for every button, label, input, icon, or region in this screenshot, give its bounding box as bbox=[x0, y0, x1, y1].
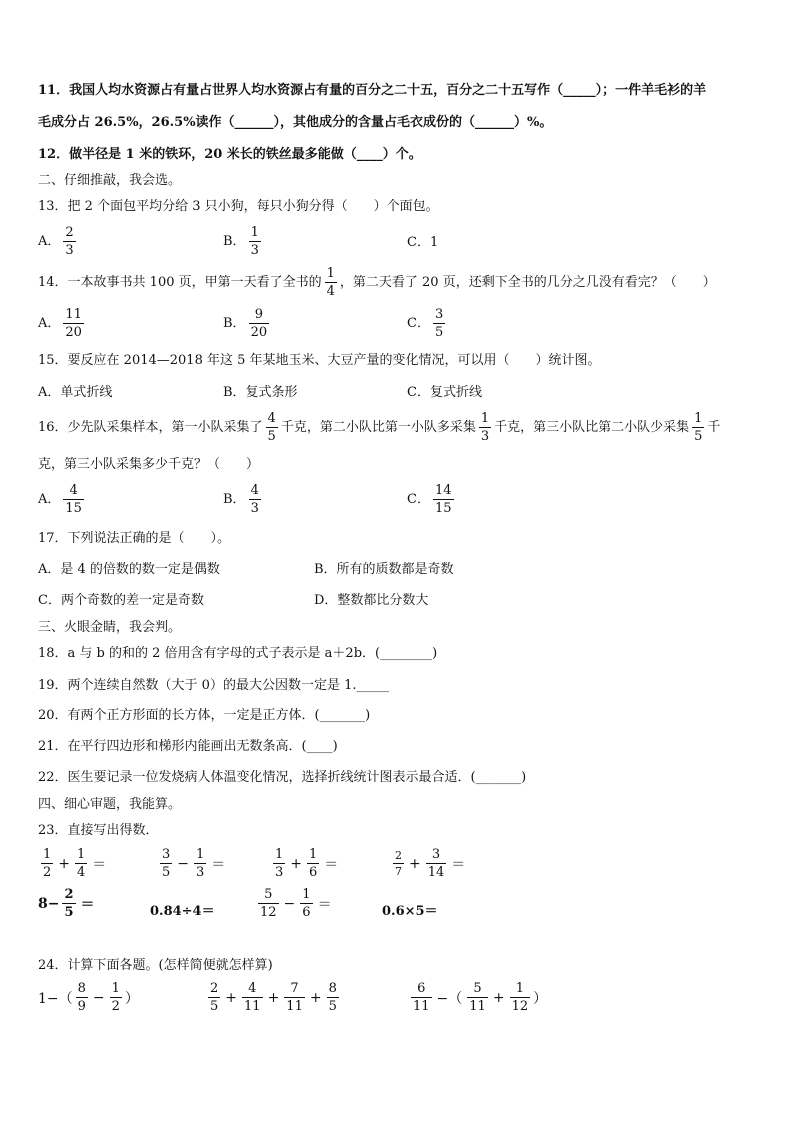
equals-sign: ＝ bbox=[92, 856, 107, 873]
denominator: 6 bbox=[302, 905, 311, 920]
numerator: 4 bbox=[250, 483, 259, 498]
operator: + bbox=[290, 855, 303, 872]
question-16-option-a bbox=[38, 484, 87, 515]
equals-sign: ＝ bbox=[451, 856, 466, 873]
question-16-option-c bbox=[407, 484, 457, 515]
option-label: B． bbox=[223, 492, 246, 507]
denominator: 4 bbox=[77, 865, 86, 880]
numerator: 5 bbox=[473, 981, 482, 996]
expression-24-2 bbox=[205, 982, 342, 1013]
question-11-line2: 毛成分占 26.5%，26.5%读作（______），其他成分的含量占毛衣成份的（______）%。 bbox=[38, 115, 553, 130]
fraction bbox=[208, 982, 220, 1013]
question-17-option-a: A．是 4 的倍数的数一定是偶数 bbox=[38, 562, 220, 577]
fraction bbox=[284, 982, 305, 1013]
numerator: 7 bbox=[290, 981, 299, 996]
operator: + bbox=[225, 989, 238, 1006]
stem-text: 16．少先队采集样本，第一小队采集了 bbox=[38, 419, 263, 435]
denominator: 11 bbox=[286, 999, 303, 1014]
fraction bbox=[110, 982, 122, 1013]
question-17-option-d: D．整数都比分数大 bbox=[314, 593, 429, 608]
denominator: 9 bbox=[77, 999, 86, 1014]
question-17-stem: 17．下列说法正确的是（ ）。 bbox=[38, 531, 231, 546]
operator: − bbox=[177, 855, 190, 872]
fraction bbox=[433, 308, 445, 339]
denominator: 5 bbox=[694, 429, 703, 444]
numerator: 4 bbox=[267, 411, 276, 426]
denominator: 6 bbox=[309, 865, 318, 880]
numerator: 1 bbox=[43, 847, 52, 862]
denominator: 2 bbox=[111, 999, 120, 1014]
denominator: 5 bbox=[162, 865, 171, 880]
question-16-option-b bbox=[223, 484, 264, 515]
denominator: 11 bbox=[469, 999, 486, 1014]
question-22: 22．医生要记录一位发烧病人体温变化情况，选择折线统计图表示最合适．(_______) bbox=[38, 770, 527, 785]
fraction bbox=[411, 982, 432, 1013]
fraction bbox=[194, 848, 206, 879]
numerator: 1 bbox=[111, 981, 120, 996]
section-3-heading: 三、火眼金睛，我会判。 bbox=[38, 620, 182, 635]
expression-23-7 bbox=[255, 888, 334, 919]
numerator: 1 bbox=[480, 411, 490, 426]
fraction bbox=[63, 484, 84, 515]
denominator: 12 bbox=[511, 999, 529, 1014]
numerator: 1 bbox=[515, 981, 524, 996]
question-16-line1 bbox=[38, 412, 720, 443]
denominator: 14 bbox=[427, 865, 445, 880]
expression-23-2 bbox=[157, 848, 227, 879]
fraction bbox=[273, 848, 285, 879]
numerator: 1 bbox=[275, 847, 284, 862]
question-13-option-b bbox=[223, 226, 264, 257]
fraction bbox=[63, 308, 84, 339]
expression-24-3 bbox=[408, 982, 547, 1013]
question-15-stem: 15．要反应在 2014—2018 年这 5 年某地玉米、大豆产量的变化情况，可以用（ ）统计图。 bbox=[38, 353, 601, 368]
numerator: 9 bbox=[254, 307, 263, 322]
denominator: 15 bbox=[65, 501, 82, 516]
question-18: 18．a 与 b 的和的 2 倍用含有字母的式子表示是 a＋2b．(________) bbox=[38, 646, 438, 661]
question-16-line2: 克，第三小队采集多少千克？（ ） bbox=[38, 457, 260, 472]
stem-text: 千克，第二小队比第一小队多采集 bbox=[280, 419, 476, 435]
fraction bbox=[62, 888, 75, 919]
expression-23-5 bbox=[38, 888, 97, 919]
fraction bbox=[393, 850, 404, 877]
fraction bbox=[242, 982, 263, 1013]
numerator: 3 bbox=[162, 847, 171, 862]
option-label: C． bbox=[407, 492, 430, 507]
question-15-option-c: C．复式折线 bbox=[407, 385, 482, 400]
denominator: 4 bbox=[326, 284, 335, 299]
question-21: 21．在平行四边形和梯形内能画出无数条高．(____) bbox=[38, 739, 338, 754]
question-14-option-a bbox=[38, 308, 87, 339]
denominator: 20 bbox=[65, 325, 82, 340]
numerator: 2 bbox=[65, 225, 74, 240]
option-label: A． bbox=[38, 492, 61, 507]
question-14-option-b bbox=[223, 308, 272, 339]
numerator: 4 bbox=[248, 981, 257, 996]
fraction bbox=[692, 412, 704, 443]
denominator: 2 bbox=[43, 865, 52, 880]
numerator: 1 bbox=[309, 847, 318, 862]
expression-23-4 bbox=[390, 848, 467, 879]
numerator: 11 bbox=[65, 307, 82, 322]
question-20: 20．有两个正方形面的长方体，一定是正方体．(_______) bbox=[38, 708, 371, 723]
fraction bbox=[249, 226, 261, 257]
question-13-option-c: C．1 bbox=[407, 235, 439, 250]
expression-23-6: 0.84÷4＝ bbox=[150, 904, 215, 919]
numerator: 2 bbox=[210, 981, 219, 996]
equals-sign: ＝ bbox=[317, 896, 332, 913]
numerator: 6 bbox=[417, 981, 426, 996]
numerator: 8 bbox=[328, 981, 337, 996]
section-2-heading: 二、仔细推敲，我会选。 bbox=[38, 173, 182, 188]
operator: − bbox=[92, 989, 105, 1006]
expression-23-3 bbox=[270, 848, 340, 879]
numerator: 1 bbox=[77, 847, 86, 862]
operator: + bbox=[492, 989, 505, 1006]
stem-text: 千 bbox=[707, 419, 721, 435]
numerator: 14 bbox=[434, 483, 452, 498]
question-23-stem: 23．直接写出得数． bbox=[38, 823, 159, 838]
option-label: C． bbox=[407, 316, 430, 331]
operand: 1−（ bbox=[38, 990, 73, 1007]
expression-23-1 bbox=[38, 848, 108, 879]
stem-text: ，第二天看了 20 页，还剩下全书的几分之几没有看完？（ ） bbox=[339, 274, 716, 290]
equals-sign: ＝ bbox=[211, 856, 226, 873]
option-label: A． bbox=[38, 234, 61, 249]
denominator: 20 bbox=[250, 325, 268, 340]
stem-text: 14．一本故事书共 100 页，甲第一天看了全书的 bbox=[38, 274, 322, 290]
denominator: 3 bbox=[250, 501, 259, 516]
fraction bbox=[63, 226, 75, 257]
option-label: B． bbox=[223, 316, 246, 331]
equals-sign: ＝ bbox=[80, 896, 95, 913]
question-14-option-c bbox=[407, 308, 448, 339]
question-24-stem: 24．计算下面各题。(怎样简便就怎样算) bbox=[38, 958, 273, 973]
fraction bbox=[258, 888, 279, 919]
operator: − bbox=[283, 895, 296, 912]
denominator: 12 bbox=[260, 905, 277, 920]
fraction bbox=[75, 848, 87, 879]
fraction bbox=[41, 848, 53, 879]
operator: + bbox=[58, 855, 71, 872]
operator: + bbox=[309, 989, 322, 1006]
numerator: 8 bbox=[77, 981, 86, 996]
fraction bbox=[76, 982, 88, 1013]
denominator: 5 bbox=[210, 999, 219, 1014]
question-17-option-b: B．所有的质数都是奇数 bbox=[314, 562, 454, 577]
numerator: 4 bbox=[69, 483, 78, 498]
denominator: 5 bbox=[64, 905, 74, 920]
denominator: 3 bbox=[65, 243, 74, 258]
operator: + bbox=[267, 989, 280, 1006]
denominator: 5 bbox=[267, 429, 276, 444]
denominator: 3 bbox=[275, 865, 284, 880]
numerator: 1 bbox=[326, 266, 335, 281]
numerator: 1 bbox=[302, 887, 311, 902]
numerator: 3 bbox=[434, 307, 444, 322]
equals-sign: ＝ bbox=[324, 856, 339, 873]
question-17-option-c: C．两个奇数的差一定是奇数 bbox=[38, 593, 204, 608]
fraction bbox=[160, 848, 172, 879]
numerator: 1 bbox=[694, 411, 703, 426]
denominator: 5 bbox=[328, 999, 337, 1014]
operand: 8− bbox=[38, 895, 60, 912]
closing-paren: ） bbox=[124, 990, 139, 1007]
question-15-option-b: B．复式条形 bbox=[223, 385, 298, 400]
numerator: 5 bbox=[264, 887, 273, 902]
question-12: 12．做半径是 1 米的铁环，20 米长的铁丝最多能做（____）个。 bbox=[38, 147, 422, 162]
numerator: 2 bbox=[395, 849, 402, 862]
denominator: 3 bbox=[196, 865, 205, 880]
question-11-line1: 11．我国人均水资源占有量占世界人均水资源占有量的百分之二十五，百分之二十五写作（_____）；一件羊毛衫的羊 bbox=[38, 83, 707, 98]
numerator: 1 bbox=[250, 225, 259, 240]
fraction bbox=[249, 484, 261, 515]
question-15-option-a: A．单式折线 bbox=[38, 385, 113, 400]
option-label: A． bbox=[38, 316, 61, 331]
denominator: 11 bbox=[413, 999, 430, 1014]
fraction bbox=[426, 848, 447, 879]
question-13-option-a bbox=[38, 226, 79, 257]
denominator: 3 bbox=[480, 429, 490, 444]
denominator: 7 bbox=[395, 865, 402, 878]
expression-23-8: 0.6×5＝ bbox=[382, 904, 438, 919]
fraction bbox=[467, 982, 488, 1013]
operator: −（ bbox=[436, 990, 463, 1007]
question-14-stem bbox=[38, 267, 716, 298]
denominator: 11 bbox=[244, 999, 261, 1014]
fraction bbox=[266, 412, 278, 443]
fraction bbox=[325, 267, 337, 298]
numerator: 2 bbox=[64, 887, 74, 902]
fraction bbox=[307, 848, 319, 879]
numerator: 1 bbox=[196, 847, 205, 862]
option-label: B． bbox=[223, 234, 246, 249]
denominator: 3 bbox=[250, 243, 259, 258]
operator: + bbox=[409, 855, 421, 872]
stem-text: 千克，第三小队比第二小队少采集 bbox=[494, 419, 690, 435]
question-13-stem: 13．把 2 个面包平均分给 3 只小狗，每只小狗分得（ ）个面包。 bbox=[38, 199, 439, 214]
question-19: 19．两个连续自然数（大于 0）的最大公因数一定是 1._____ bbox=[38, 678, 389, 693]
fraction bbox=[510, 982, 531, 1013]
expression-24-1 bbox=[38, 982, 139, 1013]
fraction bbox=[249, 308, 270, 339]
denominator: 5 bbox=[434, 325, 444, 340]
fraction bbox=[479, 412, 491, 443]
closing-paren: ） bbox=[533, 990, 548, 1007]
fraction bbox=[327, 982, 339, 1013]
denominator: 15 bbox=[434, 501, 452, 516]
fraction bbox=[300, 888, 312, 919]
section-4-heading: 四、细心审题，我能算。 bbox=[38, 797, 182, 812]
fraction bbox=[433, 484, 454, 515]
numerator: 3 bbox=[431, 847, 441, 862]
